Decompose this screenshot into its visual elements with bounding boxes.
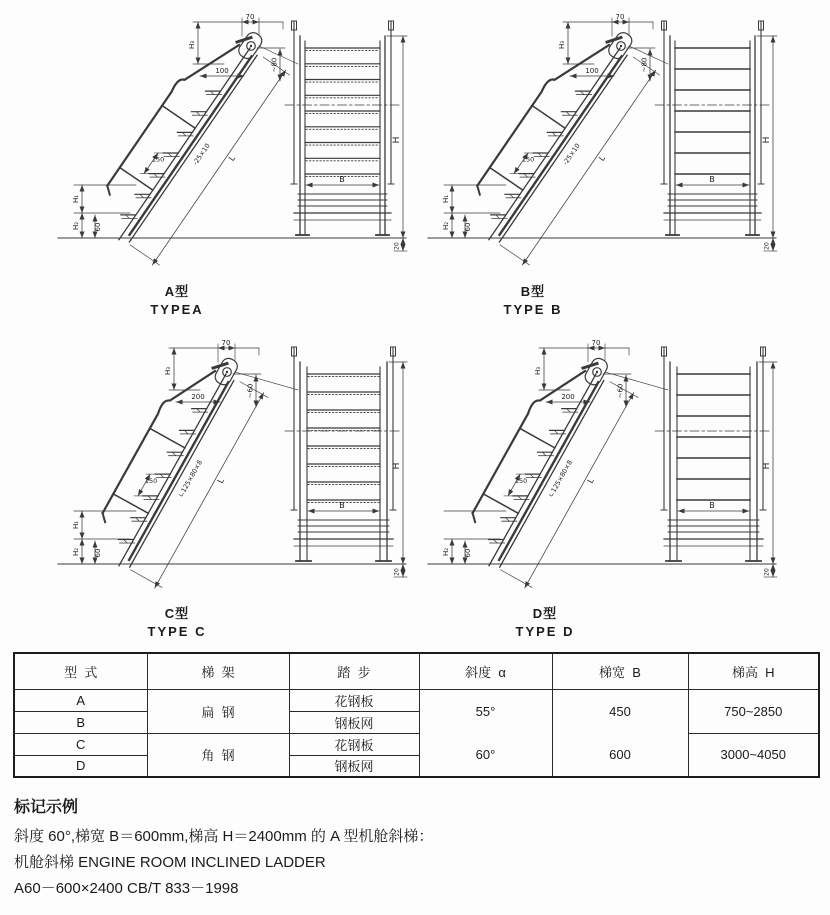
dim-base-20-label: 20 — [763, 568, 771, 576]
dim-step-pitch-label: 150 — [151, 155, 165, 164]
dim-h1-label: H₁ — [442, 194, 450, 204]
dim-h3-label: H₃ — [534, 366, 542, 376]
col-header-height: 梯高 H — [688, 653, 819, 689]
stringer-size-label: -25×10 — [191, 141, 212, 167]
dim-length-label: L — [227, 154, 238, 163]
table-row — [14, 689, 819, 711]
caption-type-d — [480, 603, 610, 639]
marking-example-heading: 标记示例 — [14, 799, 79, 816]
cell-type-b: B — [14, 711, 147, 733]
dim-base-20-label: 20 — [393, 242, 401, 250]
caption-type-d-en: TYPE D — [515, 624, 575, 639]
caption-type-a — [112, 281, 242, 317]
dim-height-h-label: H — [392, 462, 402, 470]
spec-table — [13, 652, 820, 778]
dim-60-label: 60 — [94, 222, 102, 232]
dim-h2-label: H₂ — [442, 221, 450, 231]
dim-h2-label: H₂ — [72, 221, 80, 231]
cell-width-ab: 450 — [552, 689, 688, 733]
cell-height-ab: 750~2850 — [688, 689, 819, 733]
dim-offset-label: 100 — [215, 67, 229, 75]
cell-frame-ab: 扁 钢 — [147, 689, 289, 733]
dim-h3-label: H₃ — [558, 40, 566, 50]
dim-height-h-label: H — [762, 462, 772, 470]
dim-step-pitch-label: 150 — [144, 477, 158, 485]
dim-60-label: 60 — [464, 548, 472, 558]
stringer-size-label: ∟125×80×8 — [546, 458, 574, 499]
caption-type-c — [112, 603, 242, 639]
cell-frame-cd: 角 钢 — [147, 733, 289, 777]
col-header-step: 踏 步 — [289, 653, 419, 689]
drawing-type-d — [418, 334, 788, 602]
cell-type-d: D — [14, 755, 147, 777]
dim-width-b-label: B — [339, 501, 345, 510]
dim-offset-label: 200 — [561, 393, 575, 401]
cell-step-a: 花钢板 — [289, 689, 419, 711]
marking-example — [14, 794, 634, 902]
caption-type-d-cn: D型 — [532, 606, 558, 621]
stringer-size-label: ∟125×80×8 — [176, 458, 204, 499]
caption-type-b-cn: B型 — [520, 284, 546, 299]
dim-h2-label: H₂ — [72, 547, 80, 557]
marking-example-line2: 机舱斜梯 ENGINE ROOM INCLINED LADDER — [14, 854, 326, 871]
caption-type-c-en: TYPE C — [147, 624, 207, 639]
cell-height-cd: 3000~4050 — [688, 733, 819, 777]
cell-step-b: 钢板网 — [289, 711, 419, 733]
dim-approx-label: ~60 — [246, 383, 255, 399]
dim-60-label: 60 — [94, 548, 102, 558]
dim-top-width-label: 70 — [615, 13, 625, 21]
dim-width-b-label: B — [709, 175, 715, 184]
dim-base-20-label: 20 — [763, 242, 771, 250]
table-row — [14, 733, 819, 755]
dim-approx-label: ~80 — [270, 57, 279, 73]
caption-type-a-en: TYPEA — [150, 302, 204, 317]
cell-step-d: 钢板网 — [289, 755, 419, 777]
caption-type-a-cn: A型 — [164, 284, 190, 299]
cell-width-cd: 600 — [552, 733, 688, 777]
drawing-type-a — [48, 8, 418, 276]
cell-type-c: C — [14, 733, 147, 755]
dim-h3-label: H₃ — [188, 40, 196, 50]
dim-step-pitch-label: 150 — [514, 477, 528, 485]
dim-approx-label: ~80 — [640, 57, 649, 73]
stringer-size-label: -25×10 — [561, 141, 582, 167]
dim-length-label: L — [215, 476, 226, 485]
dim-top-width-label: 70 — [245, 13, 255, 21]
caption-type-b — [468, 281, 598, 317]
dim-length-label: L — [597, 154, 608, 163]
dim-offset-label: 100 — [585, 67, 599, 75]
dim-top-width-label: 70 — [591, 339, 601, 347]
cell-step-c: 花钢板 — [289, 733, 419, 755]
dim-approx-label: ~60 — [616, 383, 625, 399]
cell-incline-ab: 55° — [419, 689, 552, 733]
col-header-width: 梯宽 B — [552, 653, 688, 689]
dim-h2-label: H₂ — [442, 547, 450, 557]
marking-example-line1: 斜度 60°,梯宽 B＝600mm,梯高 H＝2400mm 的 A 型机舱斜梯： — [14, 828, 434, 845]
dim-length-label: L — [585, 476, 596, 485]
dim-base-20-label: 20 — [393, 568, 401, 576]
dim-height-h-label: H — [392, 136, 402, 144]
dim-height-h-label: H — [762, 136, 772, 144]
dim-60-label: 60 — [464, 222, 472, 232]
col-header-incline: 斜度 α — [419, 653, 552, 689]
dim-offset-label: 200 — [191, 393, 205, 401]
dim-top-width-label: 70 — [221, 339, 231, 347]
dim-h3-label: H₃ — [164, 366, 172, 376]
dim-h1-label: H₁ — [72, 520, 80, 530]
dim-h1-label: H₁ — [72, 194, 80, 204]
dim-width-b-label: B — [339, 175, 345, 184]
caption-type-b-en: TYPE B — [503, 302, 563, 317]
dim-width-b-label: B — [709, 501, 715, 510]
drawing-type-c — [48, 334, 418, 602]
dim-step-pitch-label: 150 — [521, 155, 535, 164]
drawing-type-b — [418, 8, 788, 276]
caption-type-c-cn: C型 — [164, 606, 190, 621]
col-header-frame: 梯 架 — [147, 653, 289, 689]
cell-incline-cd: 60° — [419, 733, 552, 777]
col-header-type: 型 式 — [14, 653, 147, 689]
marking-example-line3: A60－600×2400 CB/T 833－1998 — [14, 880, 239, 897]
cell-type-a: A — [14, 689, 147, 711]
